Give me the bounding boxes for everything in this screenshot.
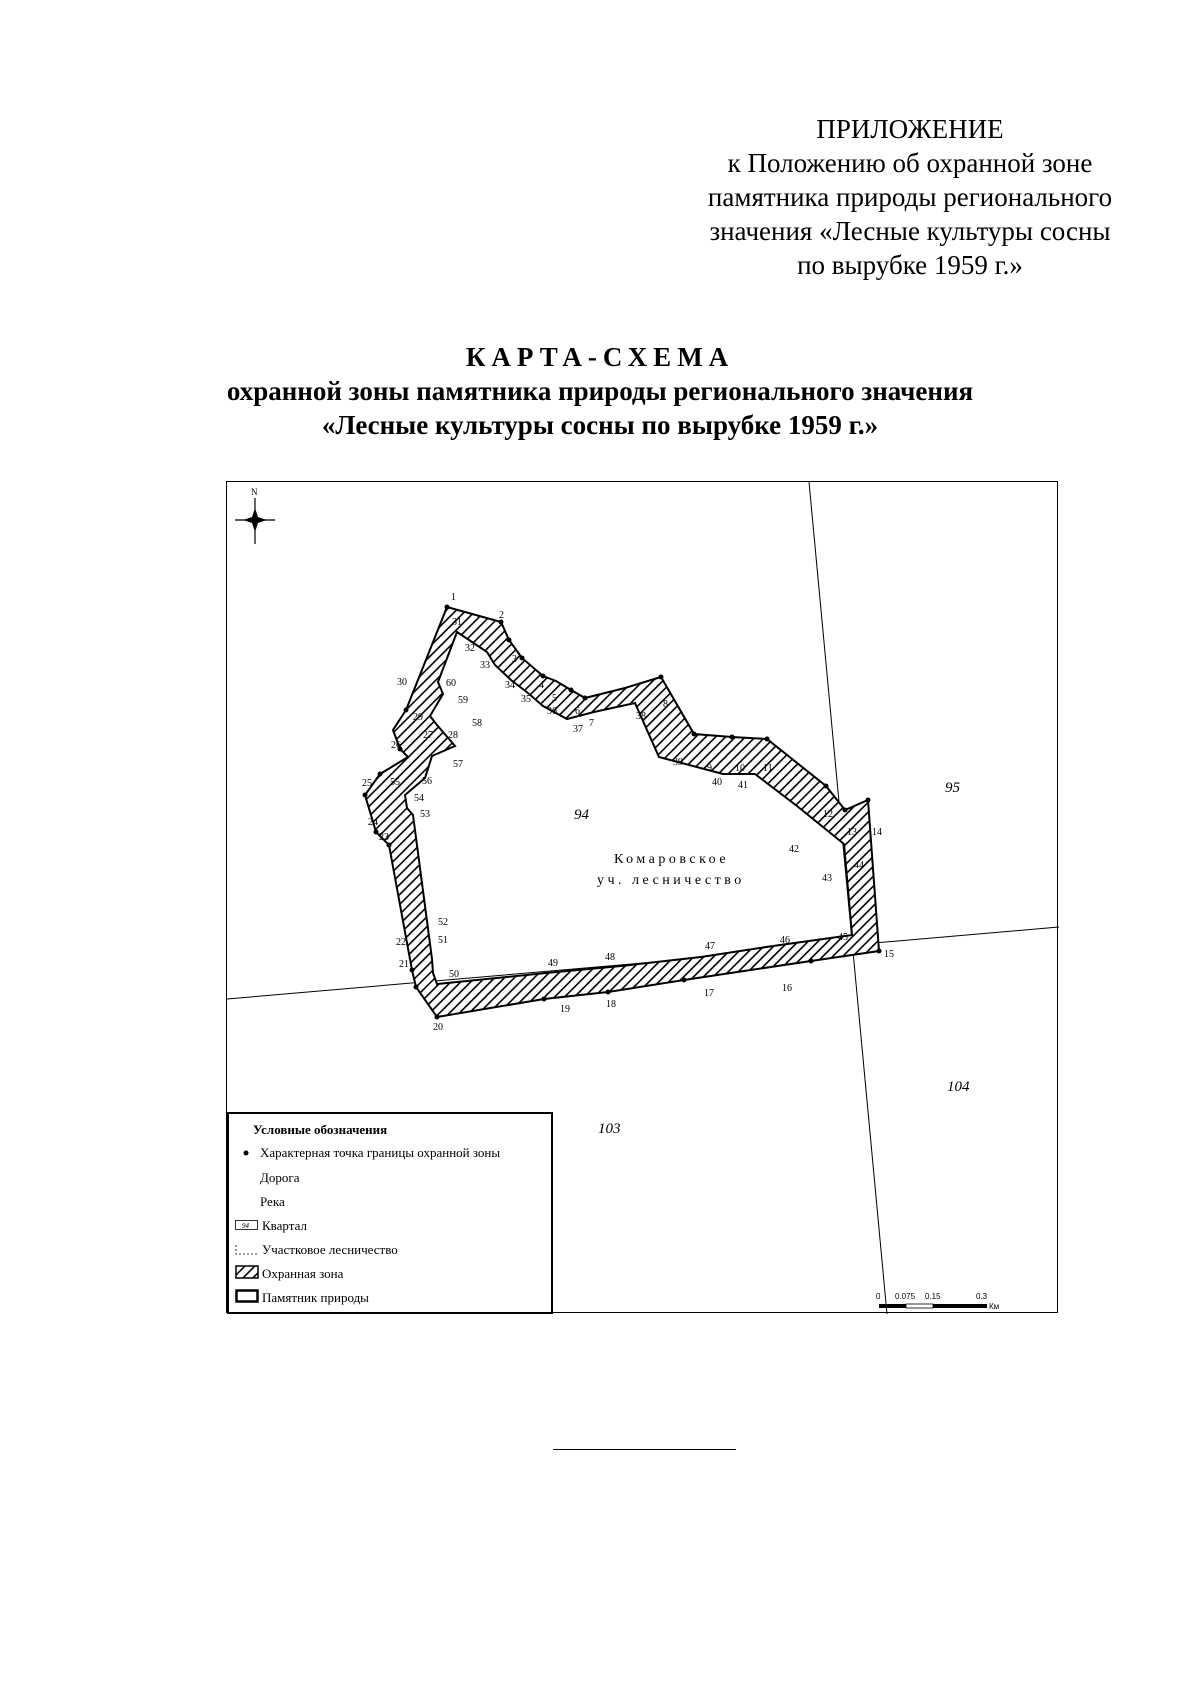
point-label: 10 bbox=[735, 763, 745, 774]
point-label: 34 bbox=[505, 680, 515, 691]
point-label: 45 bbox=[838, 932, 848, 943]
boundary-point-icon bbox=[235, 1144, 257, 1164]
quarter-number: 94 bbox=[574, 807, 589, 823]
title-subtitle: охранной зоны памятника природы регионального значения bbox=[226, 376, 974, 406]
scale-bar bbox=[876, 1292, 999, 1311]
point-label: 23 bbox=[379, 832, 389, 843]
point-label: 7 bbox=[589, 718, 594, 729]
point-label: 26 bbox=[391, 740, 401, 751]
point-label: 28 bbox=[448, 730, 458, 741]
point-label: 2 bbox=[499, 610, 504, 621]
appendix-title: ПРИЛОЖЕНИЕ bbox=[816, 114, 1004, 144]
point-label: 35 bbox=[521, 694, 531, 705]
point-label: 4 bbox=[539, 680, 544, 691]
point-label: 32 bbox=[465, 643, 475, 654]
point-label: 44 bbox=[854, 860, 864, 871]
point-label: 58 bbox=[472, 718, 482, 729]
point-label: 16 bbox=[782, 983, 792, 994]
appendix-line: по вырубке 1959 г.» bbox=[797, 250, 1023, 280]
legend-label: Квартал bbox=[262, 1218, 307, 1233]
point-label: 29 bbox=[413, 712, 423, 723]
scale-tick: 0.15 bbox=[925, 1292, 941, 1301]
north-label: N bbox=[251, 487, 258, 497]
title-subtitle-name: «Лесные культуры сосны по вырубке 1959 г.» bbox=[321, 410, 879, 440]
point-label: 51 bbox=[438, 935, 448, 946]
footer-separator bbox=[553, 1449, 736, 1450]
scale-unit: Км bbox=[989, 1302, 1000, 1311]
forestry-name: Комаровское bbox=[614, 852, 730, 867]
point-label: 1 bbox=[451, 592, 456, 603]
north-arrow-icon bbox=[235, 487, 275, 544]
point-label: 3 bbox=[512, 654, 517, 665]
scale-tick: 0 bbox=[876, 1292, 881, 1301]
point-label: 47 bbox=[705, 941, 715, 952]
point-label: 12 bbox=[823, 809, 833, 820]
quarter-number: 104 bbox=[947, 1079, 970, 1095]
legend-title: Условные обозначения bbox=[253, 1122, 388, 1137]
point-label: 38 bbox=[636, 711, 646, 722]
point-label: 30 bbox=[397, 677, 407, 688]
point-label: 22 bbox=[396, 937, 406, 948]
legend-item-river bbox=[235, 1192, 285, 1212]
map-scheme bbox=[226, 481, 1058, 1313]
legend-label: Охранная зона bbox=[262, 1266, 344, 1281]
appendix-line: значения «Лесные культуры сосны bbox=[709, 216, 1111, 246]
forestry-type: уч. лесничество bbox=[597, 873, 745, 888]
quarter-icon bbox=[235, 1217, 259, 1237]
forestry-boundary-icon bbox=[235, 1241, 259, 1261]
point-label: 52 bbox=[438, 917, 448, 928]
point-label: 55 bbox=[390, 777, 400, 788]
point-label: 9 bbox=[707, 763, 712, 774]
scale-tick: 0.075 bbox=[895, 1292, 916, 1301]
legend-label: Характерная точка границы охранной зоны bbox=[260, 1145, 501, 1160]
point-label: 17 bbox=[704, 988, 714, 999]
nature-monument-icon bbox=[235, 1289, 259, 1309]
point-label: 19 bbox=[560, 1004, 570, 1015]
map-legend bbox=[227, 1112, 553, 1314]
legend-item-protected-zone bbox=[235, 1264, 343, 1284]
point-label: 31 bbox=[452, 617, 462, 628]
appendix-line: к Положению об охранной зоне bbox=[727, 148, 1093, 178]
point-label: 56 bbox=[422, 776, 432, 787]
appendix-line: памятника природы регионального bbox=[707, 182, 1113, 212]
point-label: 33 bbox=[480, 660, 490, 671]
legend-label: Памятник природы bbox=[262, 1290, 369, 1305]
point-label: 18 bbox=[606, 999, 616, 1010]
point-label: 40 bbox=[712, 777, 722, 788]
point-label: 21 bbox=[399, 959, 409, 970]
point-label: 60 bbox=[446, 678, 456, 689]
point-label: 24 bbox=[368, 817, 378, 828]
forestry-label bbox=[597, 852, 745, 888]
legend-label: Участковое лесничество bbox=[262, 1242, 398, 1257]
point-label: 59 bbox=[458, 695, 468, 706]
point-label: 13 bbox=[847, 827, 857, 838]
point-label: 50 bbox=[449, 969, 459, 980]
point-label: 39 bbox=[673, 757, 683, 768]
quarter-number: 95 bbox=[945, 780, 960, 796]
quarter-swatch-label: 94 bbox=[242, 1222, 249, 1231]
point-label: 43 bbox=[822, 873, 832, 884]
point-label: 53 bbox=[420, 809, 430, 820]
point-label: 15 bbox=[884, 949, 894, 960]
point-label: 46 bbox=[780, 935, 790, 946]
title-main: КАРТА-СХЕМА bbox=[465, 342, 735, 372]
protected-zone-icon bbox=[235, 1265, 259, 1285]
point-label: 20 bbox=[433, 1022, 443, 1033]
point-label: 48 bbox=[605, 952, 615, 963]
legend-item-forestry bbox=[235, 1240, 398, 1260]
point-label: 11 bbox=[763, 763, 773, 774]
legend-item-nature-monument bbox=[235, 1288, 369, 1308]
protected-zone bbox=[365, 607, 879, 1017]
legend-item-quarter bbox=[235, 1216, 307, 1236]
legend-label: Дорога bbox=[260, 1170, 300, 1185]
legend-item-road bbox=[235, 1168, 299, 1188]
point-label: 27 bbox=[423, 730, 433, 741]
point-label: 37 bbox=[573, 724, 583, 735]
point-label: 14 bbox=[872, 827, 882, 838]
appendix-header bbox=[690, 112, 1130, 282]
point-label: 54 bbox=[414, 793, 424, 804]
point-label: 49 bbox=[548, 958, 558, 969]
point-label: 6 bbox=[575, 706, 580, 717]
point-label: 41 bbox=[738, 780, 748, 791]
scale-tick: 0.3 bbox=[976, 1292, 988, 1301]
legend-item-boundary-point bbox=[235, 1143, 500, 1163]
point-label: 42 bbox=[789, 844, 799, 855]
point-label: 57 bbox=[453, 759, 463, 770]
point-label: 8 bbox=[663, 699, 668, 710]
quarter-number: 103 bbox=[598, 1121, 621, 1137]
legend-label: Река bbox=[260, 1194, 285, 1209]
document-title bbox=[0, 340, 1200, 442]
point-label: 36 bbox=[547, 706, 557, 717]
point-label: 25 bbox=[362, 778, 372, 789]
point-label: 5 bbox=[552, 693, 557, 704]
